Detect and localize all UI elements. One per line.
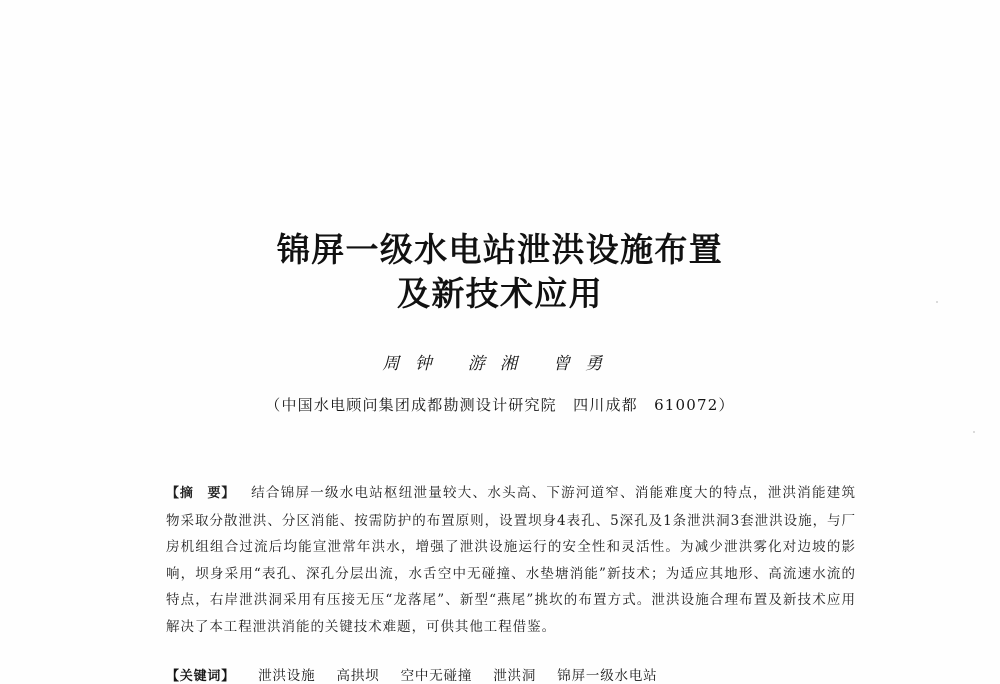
keywords-label: 【关键词】 (166, 669, 236, 684)
paper-title (0, 228, 1000, 316)
keyword-item: 锦屏一级水电站 (557, 668, 658, 684)
keyword-item: 高拱坝 (336, 668, 380, 684)
keyword-item: 泄洪洞 (493, 668, 537, 684)
title-line-1: 锦屏一级水电站泄洪设施布置 (276, 230, 724, 269)
abstract-text: 结合锦屏一级水电站枢纽泄量较大、水头高、下游河道窄、消能难度大的特点，泄洪消能建筑物采取分散泄洪、分区消能、按需防护的布置原则，设置坝身4表孔、5深孔及1条泄洪洞3套泄洪设施，与厂房机组组合过流后均能宣泄常年洪水，增强了泄洪设施运行的安全性和灵活性。为减少泄洪雾化对边坡的影响，坝身采用“表孔、深孔分层出流，水舌空中无碰撞、水垫塘消能”新技术；为适应其地形、高流速水流的特点，右岸泄洪洞采用有压接无压“龙落尾”、新型“燕尾”挑坎的布置方式。泄洪设施合理布置及新技术应用解决了本工程泄洪消能的关键技术难题，可供其他工程借鉴。 (166, 485, 856, 635)
abstract-section (166, 480, 856, 640)
author-affiliation: （中国水电顾问集团成都勘测设计研究院 四川成都 610072） (265, 396, 735, 414)
keyword-item: 空中无碰撞 (400, 668, 473, 684)
keyword-item: 泄洪设施 (258, 668, 316, 684)
abstract-label: 【摘 要】 (166, 486, 236, 501)
author-list: 周钟 游湘 曾勇 (382, 354, 618, 374)
keywords-section (166, 666, 856, 684)
scan-speck (973, 431, 975, 433)
title-line-2: 及新技术应用 (397, 274, 603, 313)
